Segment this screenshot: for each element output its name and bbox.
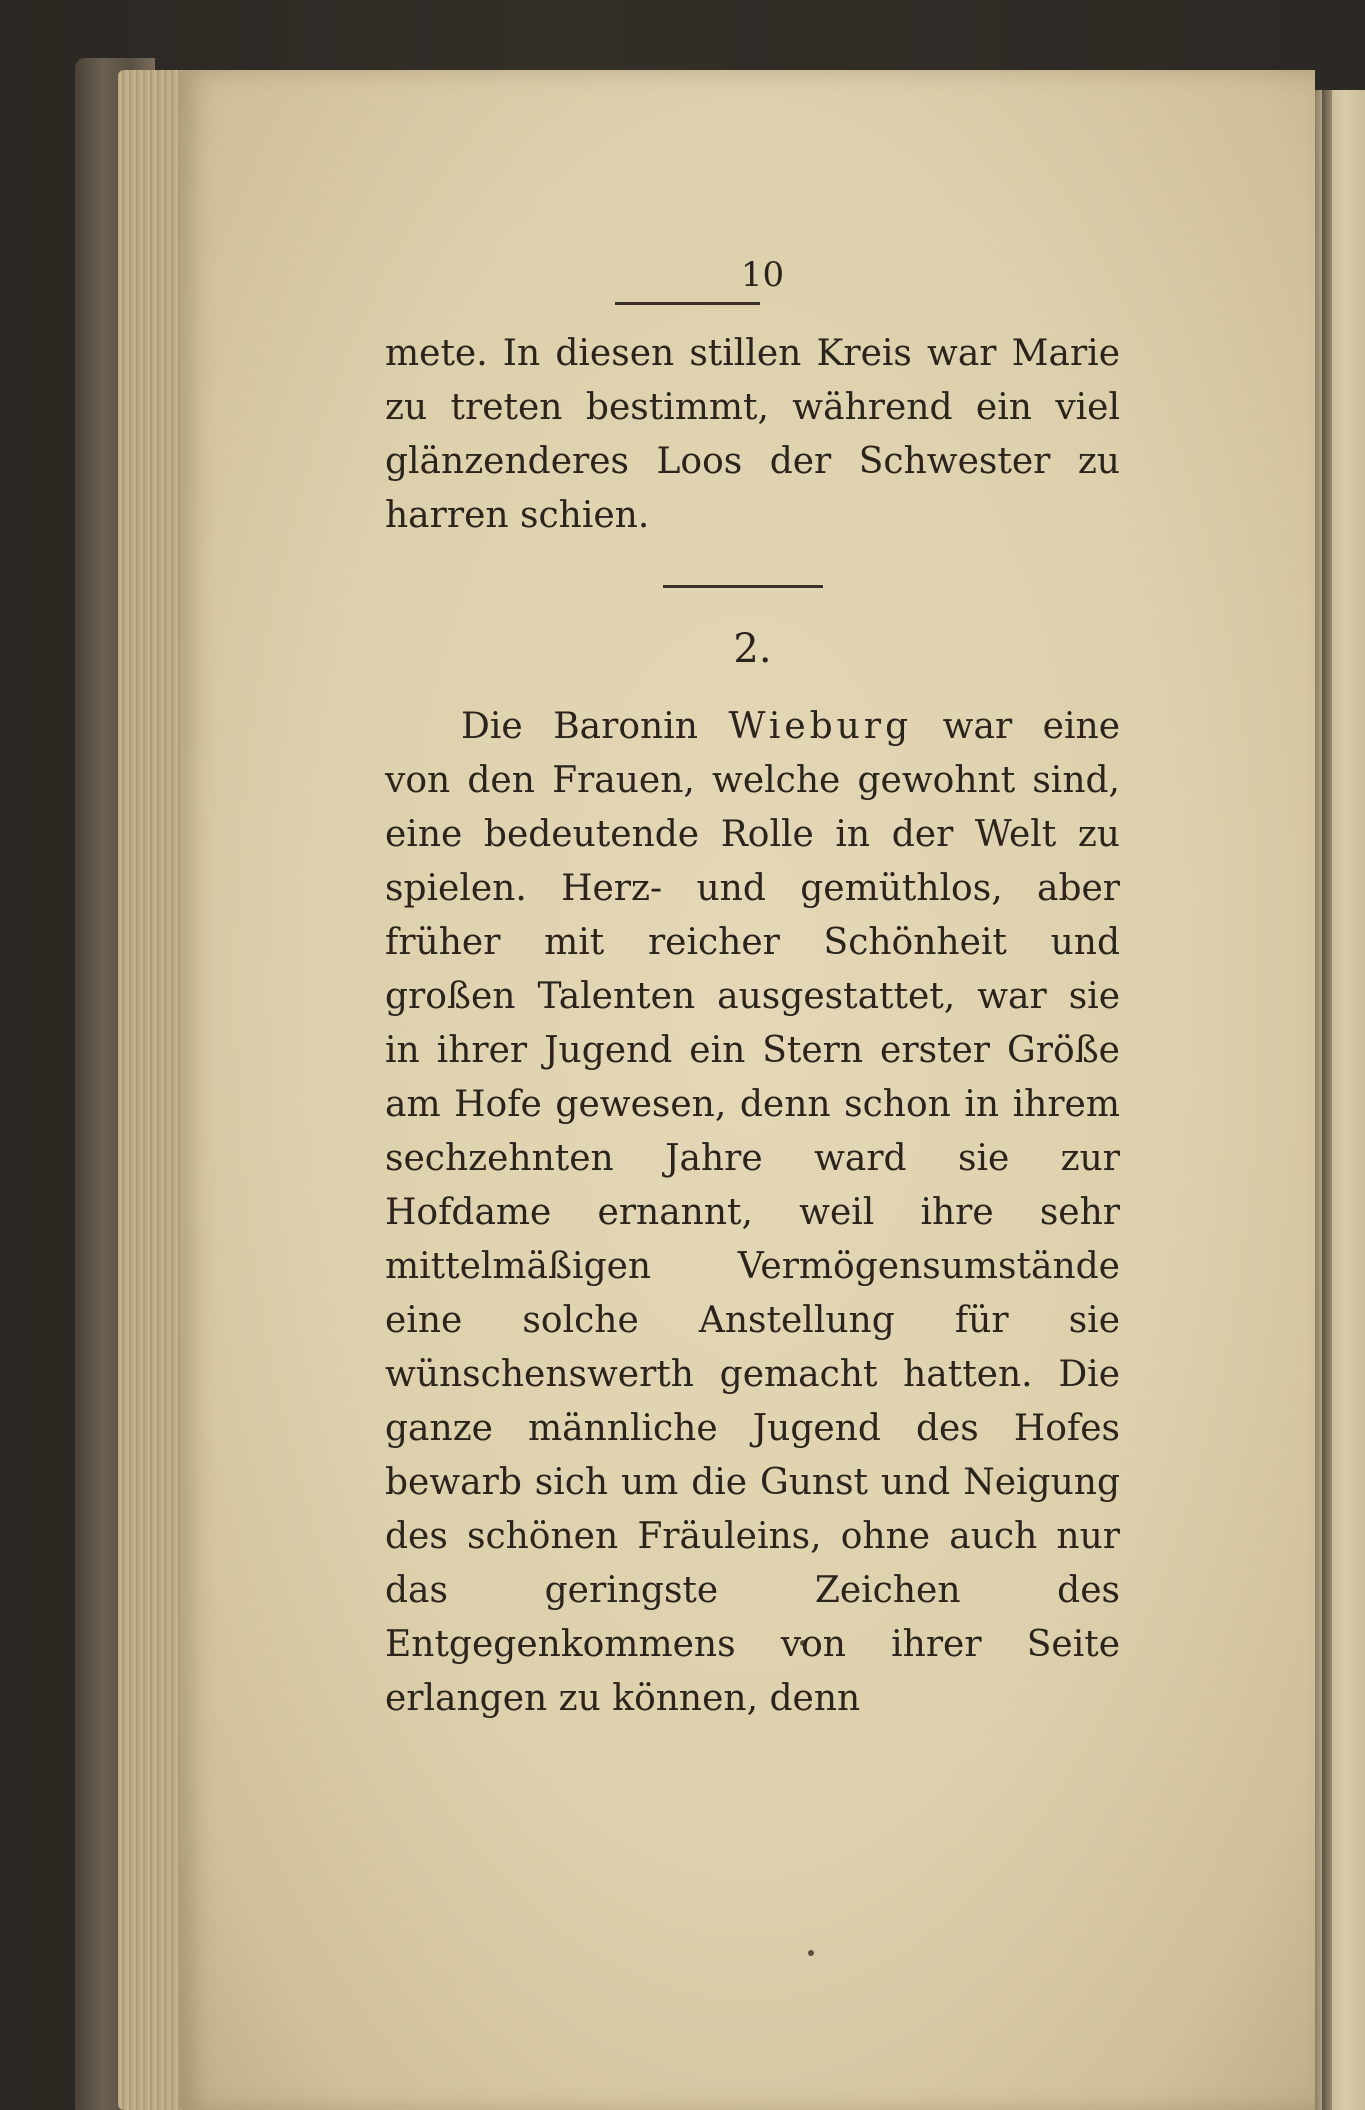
section-number: 2. [733,626,772,672]
page-number: 10 [740,255,785,295]
paragraph-2-start: Die Baronin [461,706,729,747]
paragraph-2-name: Wieburg [728,706,913,747]
paragraph-1: mete. In diesen stillen Kreis war Marie zu treten bestimmt, während ein viel glänzenderes Loos der Schwester zu harren schien. [385,333,1120,536]
paper-speck [808,1950,814,1956]
paragraph-2 [385,700,1120,1726]
section-divider [663,585,823,588]
text-block [385,250,1120,1726]
header-rule [615,302,760,305]
paragraph-2-rest: war eine von den Frauen, welche gewohnt sind, eine bedeutende Rolle in der Welt zu spielen. Herz- und gemüthlos, aber früher mit reicher Schönheit und großen Talenten ausgestattet, war sie in ihrer Jugend ein Stern erster Größe am Hofe gewesen, denn schon in ihrem sechzehnten Jahre ward sie zur Hofdame ernannt, weil ihre sehr mittelmäßigen Vermögensumstände eine solche Anstellung für sie wünschenswerth gemacht hatten. Die ganze männliche Jugend des Hofes bewarb sich um die Gunst und Neigung des schönen Fräuleins, ohne auch nur das geringste Zeichen des Entgegenkommens von ihrer Seite erlangen zu können, denn [385,706,1120,1719]
gutter-shadow [1322,90,1332,2110]
